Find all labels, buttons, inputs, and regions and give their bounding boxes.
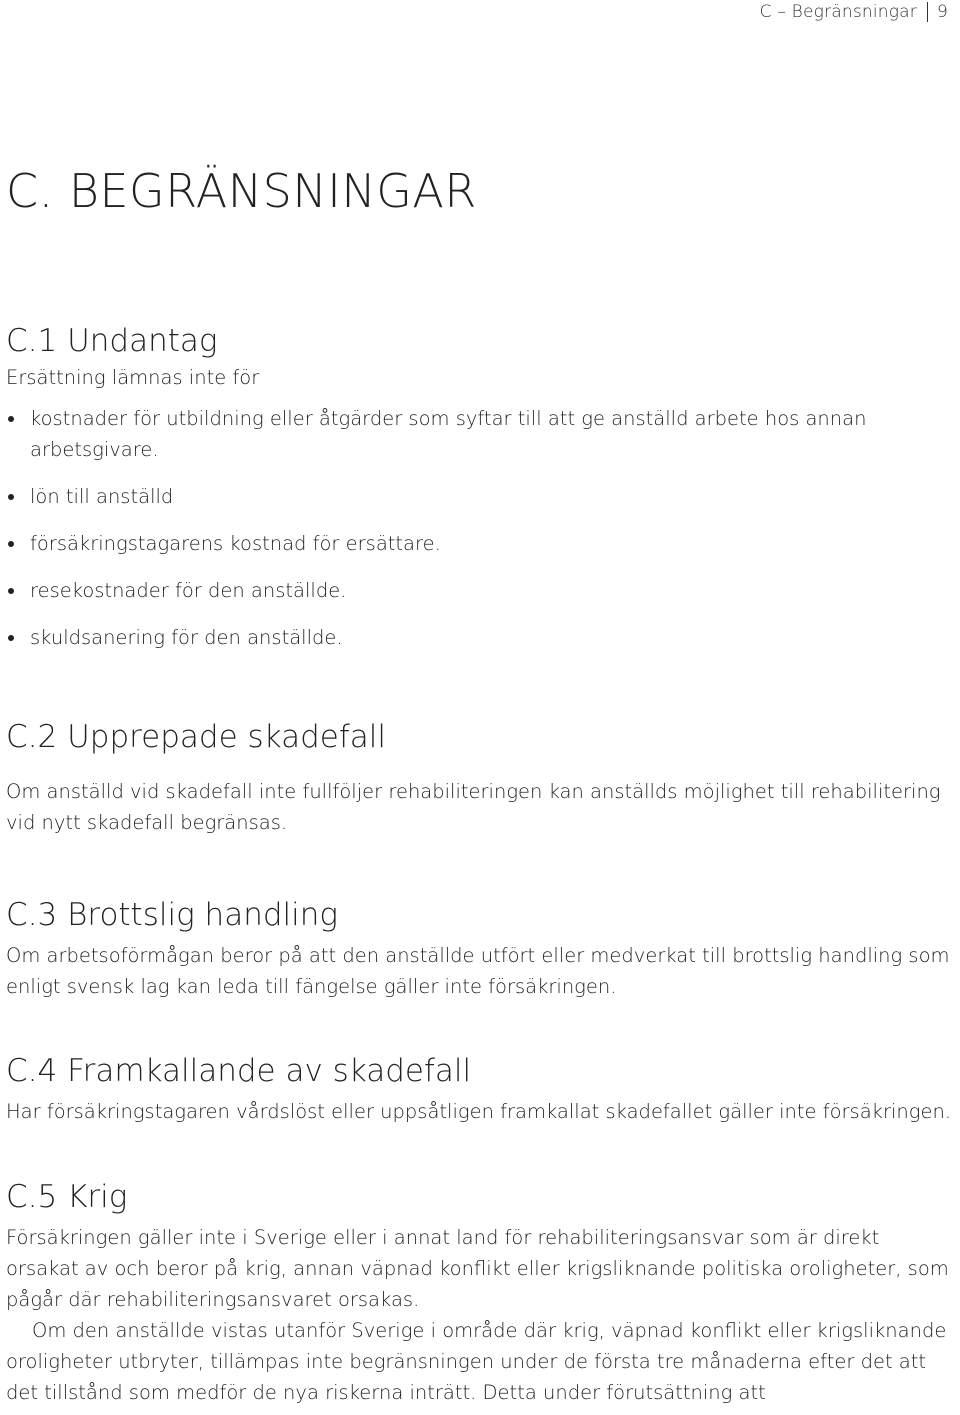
- section-paragraph: Har försäkringstagaren vårdslöst eller uppsåtligen framkallat skadefallet gäller inte försäkringen.: [6, 1100, 952, 1123]
- bullet-icon: [8, 541, 14, 547]
- list-item-text: kostnader för utbildning eller åtgärder som syftar till att ge anställd arbete hos annan arbetsgivare.: [30, 407, 867, 461]
- section-paragraph: Om den anställde vistas utanför Sverige i område där krig, väpnad konflikt eller krigsliknande oroligheter utbryter, tillämpas inte begränsningen under de första tre månaderna efter det att det tillstånd som medför de nya riskerna inträtt. Detta under förutsättning att: [6, 1319, 947, 1404]
- list-item: [6, 528, 954, 559]
- list-item: [6, 622, 954, 653]
- section-paragraph: Om arbetsoförmågan beror på att den anställde utfört eller medverkat till brottslig handling som enligt svensk lag kan leda till fängelse gäller inte försäkringen.: [6, 944, 950, 998]
- section-heading: C.5 Krig: [6, 1179, 128, 1215]
- section-framkallande-av-skadefall: [6, 1052, 954, 1127]
- section-heading: C.3 Brottslig handling: [6, 897, 338, 933]
- list-item: [6, 575, 954, 606]
- list-item-text: lön till anställd: [30, 485, 174, 508]
- list-item-text: skuldsanering för den anställde.: [30, 626, 343, 649]
- section-brottslig-handling: [6, 896, 954, 1002]
- section-undantag: [6, 322, 954, 669]
- bullet-icon: [8, 635, 14, 641]
- bullet-icon: [8, 588, 14, 594]
- chapter-title: C. BEGRÄNSNINGAR: [6, 164, 477, 218]
- header-divider: [927, 2, 928, 22]
- section-intro: Ersättning lämnas inte för: [6, 366, 260, 389]
- bullet-icon: [8, 416, 14, 422]
- section-heading: C.1 Undantag: [6, 323, 218, 359]
- section-paragraph: Försäkringen gäller inte i Sverige eller i annat land för rehabiliteringsansvar som är direkt orsakat av och beror på krig, annan väpnad konflikt eller krigsliknande politiska oroligheter, som pågår där rehabiliteringsansvaret orsakas.: [6, 1226, 949, 1311]
- exclusion-list: [6, 403, 954, 653]
- list-item-text: resekostnader för den anställde.: [30, 579, 347, 602]
- section-paragraph: Om anställd vid skadefall inte fullföljer rehabiliteringen kan anställds möjlighet till rehabilitering vid nytt skadefall begränsas.: [6, 780, 941, 834]
- section-heading: C.4 Framkallande av skadefall: [6, 1053, 472, 1089]
- bullet-icon: [8, 494, 14, 500]
- section-upprepade-skadefall: [6, 718, 954, 838]
- list-item: [6, 481, 954, 512]
- section-krig: [6, 1178, 954, 1408]
- page-header: [760, 0, 948, 24]
- running-header-label: C – Begränsningar: [759, 2, 917, 22]
- page-number: 9: [936, 2, 948, 22]
- list-item-text: försäkringstagarens kostnad för ersättare.: [30, 532, 441, 555]
- list-item: [6, 403, 954, 465]
- section-heading: C.2 Upprepade skadefall: [6, 719, 386, 755]
